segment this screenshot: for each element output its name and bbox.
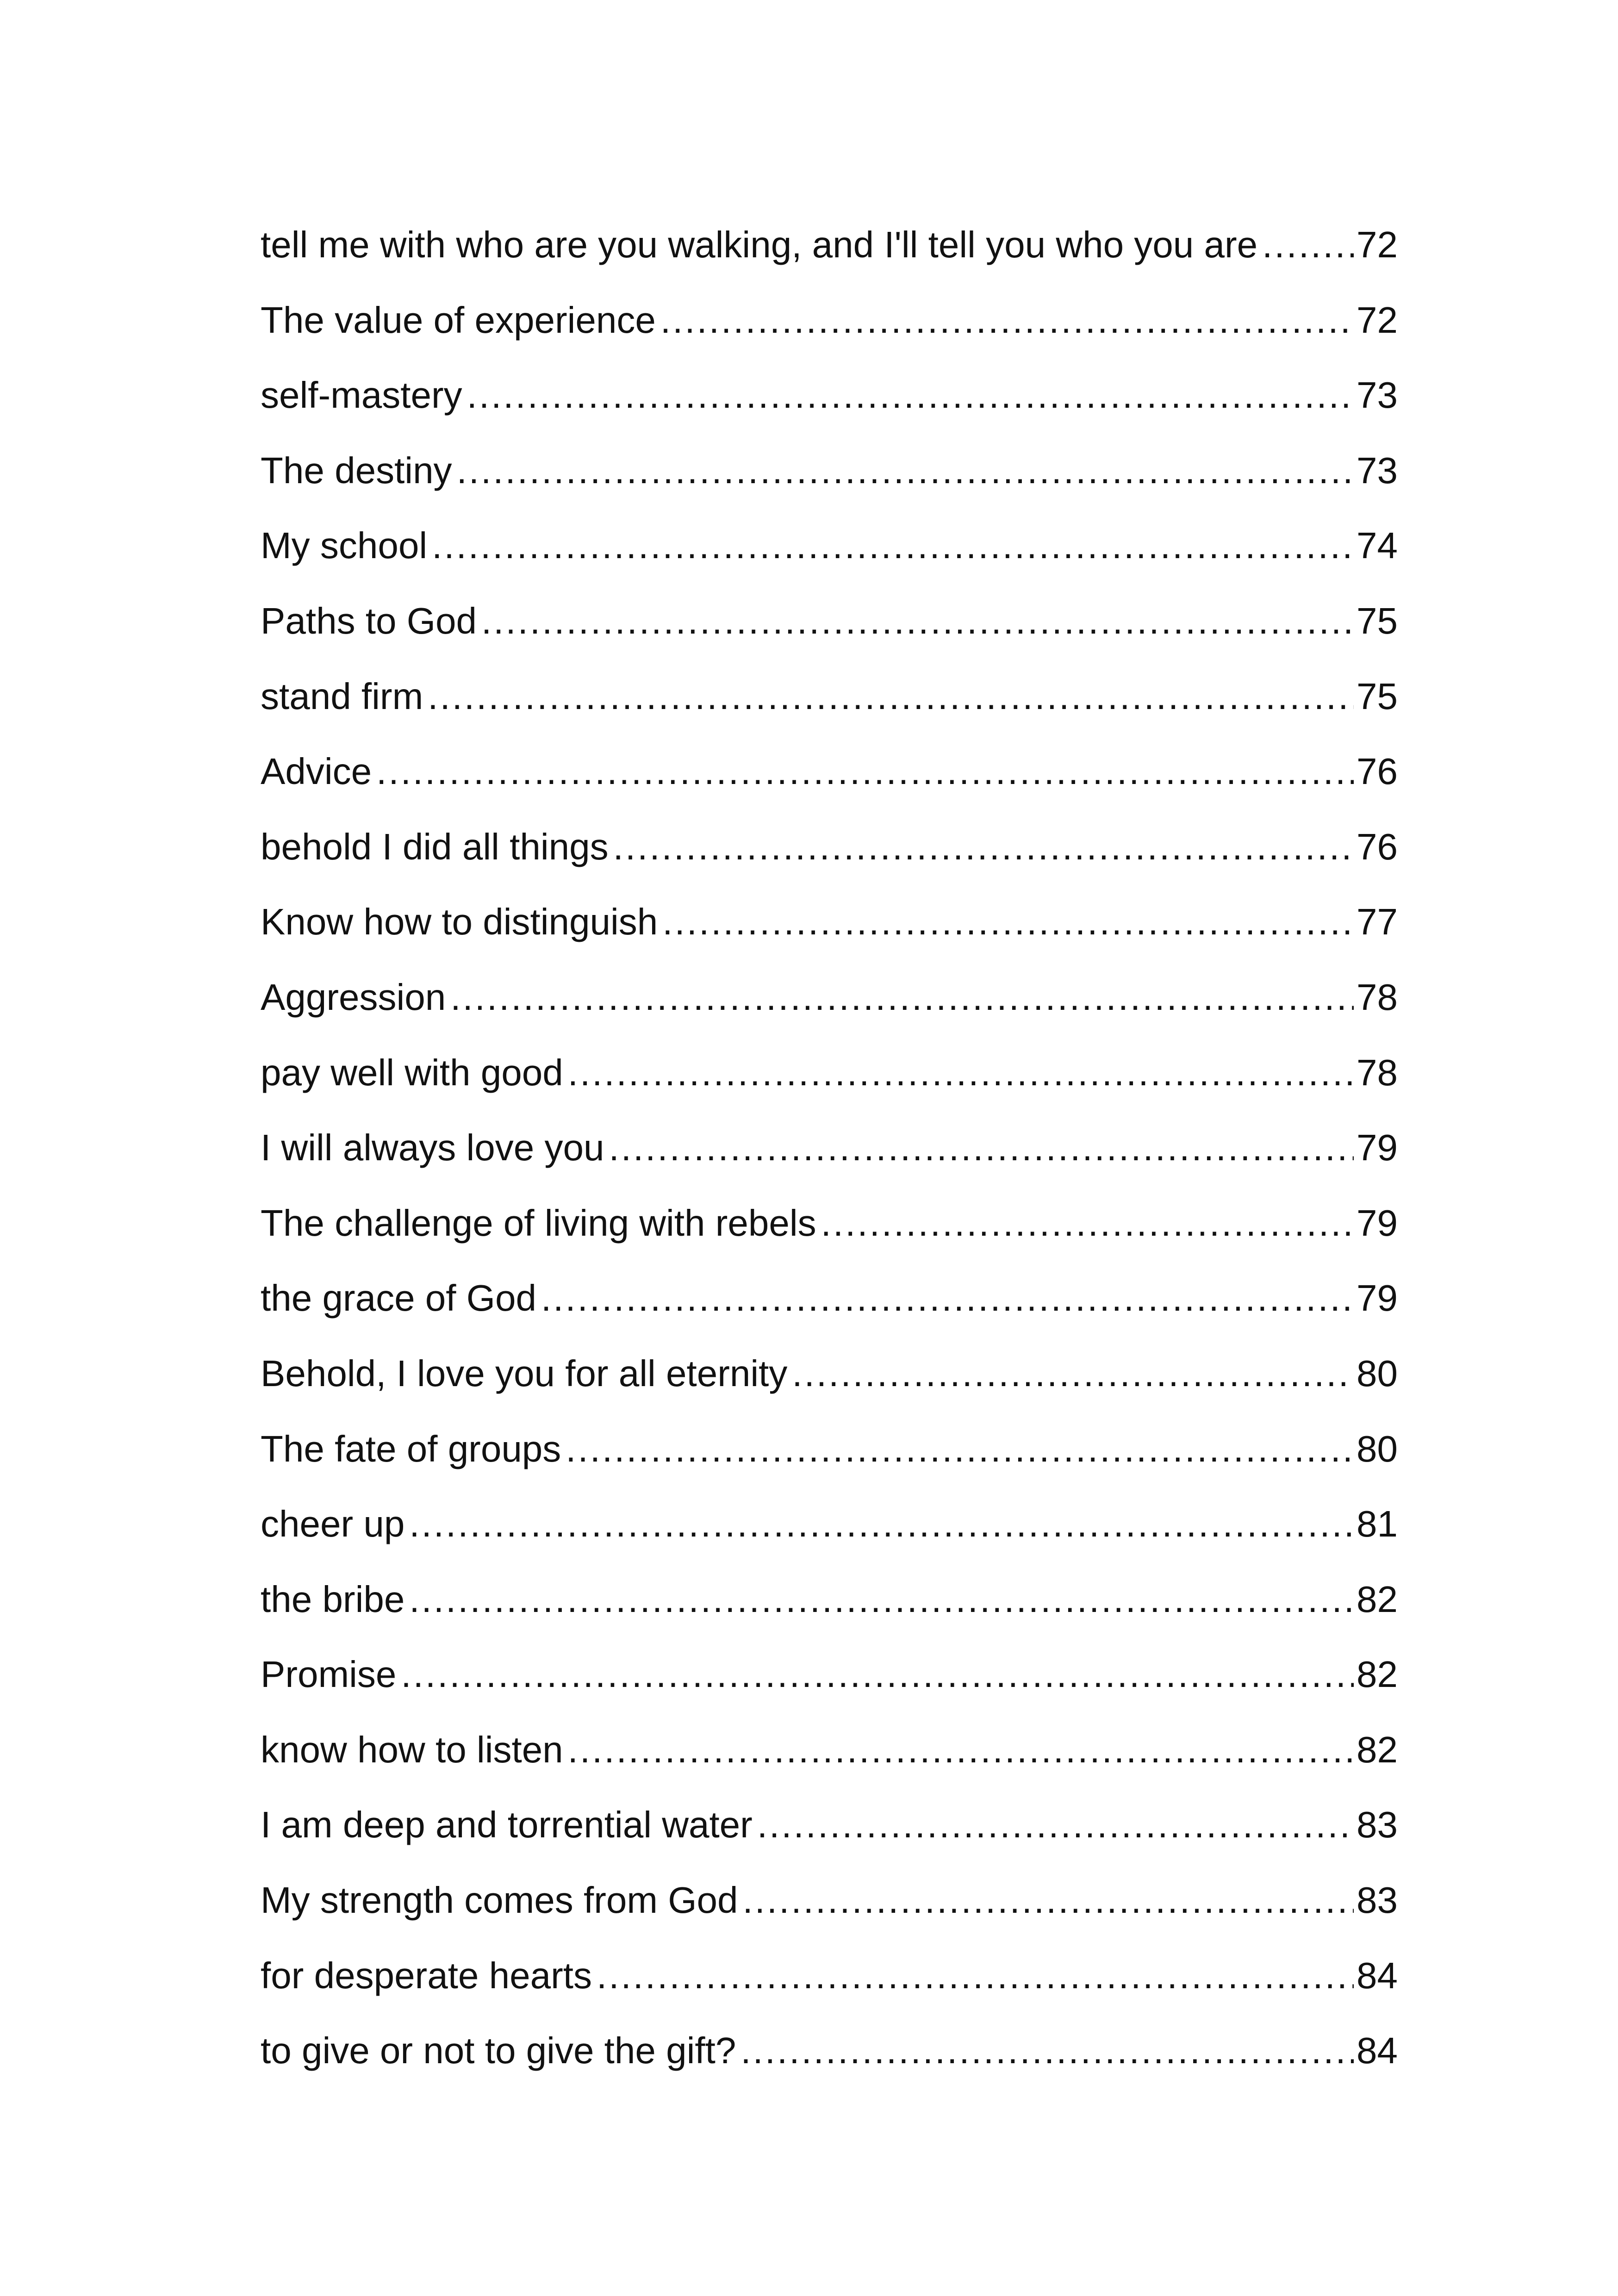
toc-entry [261,207,1398,283]
toc-entry-title: self-mastery [261,374,462,416]
toc-entry-page: 80 [1357,1428,1398,1469]
toc-dot-leader [568,1035,1354,1111]
toc-entry-title: I will always love you [261,1127,604,1169]
toc-dot-leader [757,1787,1354,1863]
toc-entry-page: 82 [1357,1654,1398,1695]
toc-entry-page: 75 [1357,675,1398,717]
toc-entry-page: 78 [1357,976,1398,1018]
toc-entry-title: the grace of God [261,1277,536,1319]
toc-entry [261,1336,1398,1412]
toc-entry-title: know how to listen [261,1729,563,1770]
toc-entry-page: 76 [1357,826,1398,867]
toc-dot-leader [792,1336,1354,1412]
toc-dot-leader [409,1562,1354,1637]
toc-entry-page: 79 [1357,1127,1398,1169]
toc-entry-title: The challenge of living with rebels [261,1202,816,1244]
toc-entry-title: the bribe [261,1578,405,1620]
toc-entry-title: Promise [261,1654,397,1695]
toc-entry-page: 72 [1357,299,1398,341]
toc-entry-page: 74 [1357,525,1398,566]
toc-entry-title: Behold, I love you for all eternity [261,1352,788,1394]
toc-dot-leader [741,2013,1354,2089]
toc-entry [261,884,1398,960]
toc-dot-leader [597,1938,1354,2014]
toc-entry-title: to give or not to give the gift? [261,2030,736,2072]
toc-entry-title: I am deep and torrential water [261,1804,753,1846]
toc-entry [261,1110,1398,1186]
toc-entry-title: cheer up [261,1503,405,1545]
toc-entry-title: Know how to distinguish [261,901,658,943]
toc-entry-title: My school [261,525,428,566]
toc-entry-title: My strength comes from God [261,1879,738,1921]
toc-entry-title: behold I did all things [261,826,609,867]
toc-dot-leader [409,1487,1354,1562]
toc-entry-title: Paths to God [261,600,477,641]
toc-entry-page: 82 [1357,1578,1398,1620]
toc-entry [261,2013,1398,2089]
toc-entry [261,1637,1398,1712]
toc-entry-page: 73 [1357,449,1398,491]
toc-entry-page: 80 [1357,1352,1398,1394]
toc-entry-page: 83 [1357,1879,1398,1921]
toc-entry [261,1938,1398,2014]
toc-entry [261,433,1398,509]
toc-dot-leader [457,433,1354,509]
toc-entry-title: The value of experience [261,299,656,341]
toc-entry [261,809,1398,885]
toc-entry [261,508,1398,584]
toc-entry [261,584,1398,659]
toc-entry-page: 79 [1357,1202,1398,1244]
toc-entry-title: The destiny [261,449,452,491]
toc-entry [261,1261,1398,1336]
toc-entry-page: 75 [1357,600,1398,641]
toc-entry-page: 77 [1357,901,1398,943]
toc-entry-page: 72 [1357,224,1398,265]
toc-entry-title: pay well with good [261,1052,563,1093]
toc-entry-page: 73 [1357,374,1398,416]
toc-dot-leader [566,1412,1354,1487]
toc-entry [261,1035,1398,1111]
toc-entry-page: 76 [1357,751,1398,792]
toc-entry-title: Advice [261,751,372,792]
table-of-contents [261,207,1398,2089]
toc-dot-leader [568,1712,1354,1788]
toc-dot-leader [401,1637,1354,1712]
toc-dot-leader [613,809,1354,885]
toc-entry [261,283,1398,358]
toc-dot-leader [662,884,1354,960]
toc-entry-page: 84 [1357,2030,1398,2072]
toc-entry [261,1412,1398,1487]
toc-entry-page: 79 [1357,1277,1398,1319]
toc-entry [261,1863,1398,1938]
toc-dot-leader [609,1110,1354,1186]
toc-dot-leader [450,960,1354,1035]
toc-entry [261,358,1398,433]
toc-dot-leader [467,358,1354,433]
toc-entry [261,1186,1398,1261]
toc-entry-page: 84 [1357,1954,1398,1996]
toc-dot-leader [428,659,1354,734]
toc-entry-page: 78 [1357,1052,1398,1093]
toc-entry [261,1487,1398,1562]
toc-entry-title: Aggression [261,976,446,1018]
toc-entry [261,1787,1398,1863]
toc-dot-leader [481,584,1354,659]
toc-entry [261,960,1398,1035]
toc-dot-leader [660,283,1354,358]
toc-entry-page: 81 [1357,1503,1398,1545]
toc-entry-title: The fate of groups [261,1428,561,1469]
toc-dot-leader [432,508,1354,584]
toc-entry-page: 82 [1357,1729,1398,1770]
toc-entry-page: 83 [1357,1804,1398,1846]
toc-entry-title: tell me with who are you walking, and I'll tell you who you are [261,224,1258,265]
toc-dot-leader [742,1863,1354,1938]
toc-entry [261,659,1398,734]
toc-dot-leader [376,734,1354,809]
toc-dot-leader [821,1186,1354,1261]
toc-entry [261,1562,1398,1637]
toc-entry-title: for desperate hearts [261,1954,592,1996]
toc-entry [261,734,1398,809]
toc-dot-leader [541,1261,1354,1336]
toc-entry-title: stand firm [261,675,423,717]
toc-dot-leader [1262,207,1354,283]
toc-entry [261,1712,1398,1788]
